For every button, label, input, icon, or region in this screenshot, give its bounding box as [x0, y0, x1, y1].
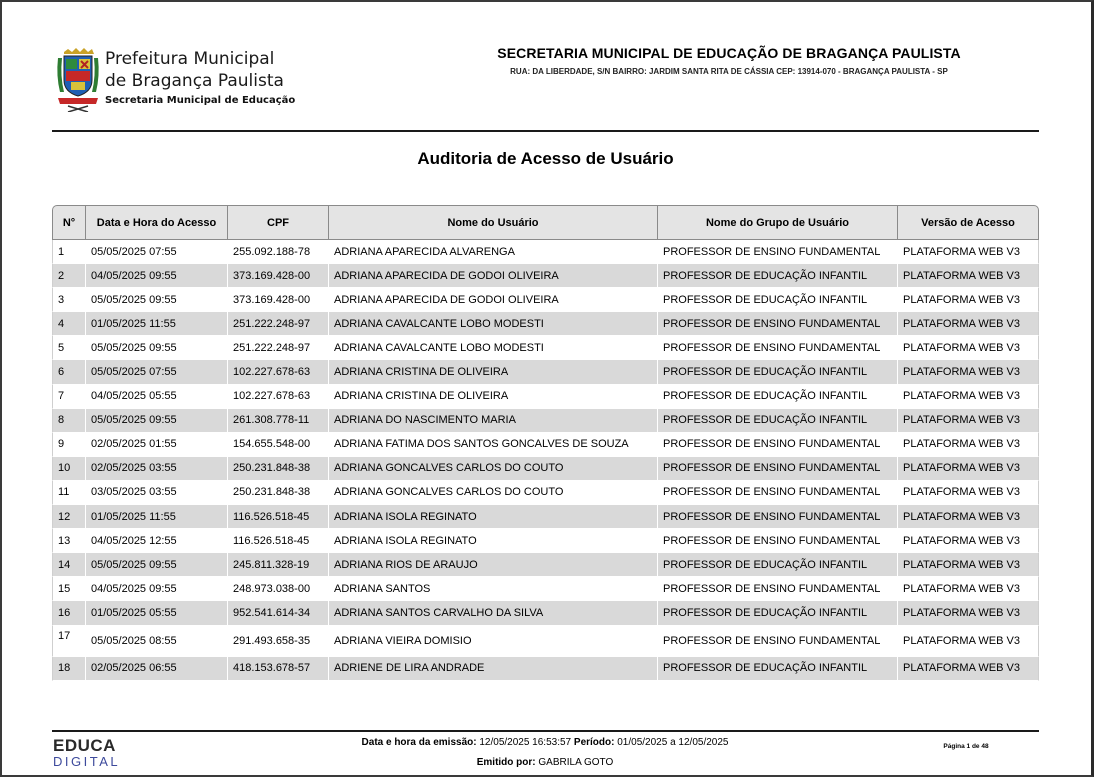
cell-user-name: ADRIANA CRISTINA DE OLIVEIRA [328, 360, 657, 384]
brand-bottom: DIGITAL [53, 754, 121, 769]
cell-user-group: PROFESSOR DE ENSINO FUNDAMENTAL [657, 481, 897, 505]
table-row [52, 553, 1039, 577]
table-row [52, 360, 1039, 384]
cell-datetime: 02/05/2025 03:55 [85, 457, 227, 481]
table-row [52, 385, 1039, 409]
cell-cpf: 250.231.848-38 [227, 481, 328, 505]
cell-number: 15 [52, 577, 85, 601]
column-header-cpf: CPF [227, 205, 328, 240]
report-header [52, 42, 1039, 128]
audit-table [52, 205, 1039, 681]
cell-user-name: ADRIANA RIOS DE ARAUJO [328, 553, 657, 577]
cell-user-group: PROFESSOR DE ENSINO FUNDAMENTAL [657, 336, 897, 360]
cell-number: 14 [52, 553, 85, 577]
cell-user-name: ADRIANA ISOLA REGINATO [328, 529, 657, 553]
cell-cpf: 418.153.678-57 [227, 657, 328, 681]
cell-user-group: PROFESSOR DE ENSINO FUNDAMENTAL [657, 457, 897, 481]
cell-access-version: PLATAFORMA WEB V3 [897, 264, 1039, 288]
table-row [52, 481, 1039, 505]
cell-access-version: PLATAFORMA WEB V3 [897, 385, 1039, 409]
cell-user-group: PROFESSOR DE ENSINO FUNDAMENTAL [657, 433, 897, 457]
cell-cpf: 248.973.038-00 [227, 577, 328, 601]
educa-digital-logo [53, 737, 120, 769]
cell-access-version: PLATAFORMA WEB V3 [897, 529, 1039, 553]
cell-user-group: PROFESSOR DE EDUCAÇÃO INFANTIL [657, 264, 897, 288]
department-block [419, 45, 1039, 76]
cell-user-name: ADRIANA GONCALVES CARLOS DO COUTO [328, 481, 657, 505]
cell-number: 9 [52, 433, 85, 457]
issued-by-value: GABRILA GOTO [538, 757, 614, 768]
cell-number: 10 [52, 457, 85, 481]
cell-access-version: PLATAFORMA WEB V3 [897, 336, 1039, 360]
brand-top: EDUCA [53, 736, 116, 755]
cell-user-group: PROFESSOR DE ENSINO FUNDAMENTAL [657, 240, 897, 264]
cell-user-name: ADRIANA APARECIDA DE GODOI OLIVEIRA [328, 264, 657, 288]
cell-cpf: 102.227.678-63 [227, 360, 328, 384]
emission-label: Data e hora da emissão: [361, 737, 477, 748]
issued-by-line [250, 756, 840, 769]
cell-cpf: 250.231.848-38 [227, 457, 328, 481]
cell-datetime: 01/05/2025 11:55 [85, 505, 227, 529]
cell-cpf: 251.222.248-97 [227, 336, 328, 360]
table-row [52, 312, 1039, 336]
cell-cpf: 952.541.614-34 [227, 601, 328, 625]
table-row [52, 457, 1039, 481]
cell-access-version: PLATAFORMA WEB V3 [897, 240, 1039, 264]
cell-access-version: PLATAFORMA WEB V3 [897, 288, 1039, 312]
cell-datetime: 02/05/2025 06:55 [85, 657, 227, 681]
cell-number: 17 [52, 626, 85, 657]
cell-user-group: PROFESSOR DE EDUCAÇÃO INFANTIL [657, 601, 897, 625]
footer-divider [52, 730, 1039, 732]
cell-user-group: PROFESSOR DE ENSINO FUNDAMENTAL [657, 312, 897, 336]
emission-value: 12/05/2025 16:53:57 [479, 737, 572, 748]
cell-user-group: PROFESSOR DE ENSINO FUNDAMENTAL [657, 626, 897, 657]
cell-number: 6 [52, 360, 85, 384]
cell-cpf: 116.526.518-45 [227, 505, 328, 529]
cell-number: 18 [52, 657, 85, 681]
cell-datetime: 05/05/2025 09:55 [85, 288, 227, 312]
cell-datetime: 04/05/2025 09:55 [85, 264, 227, 288]
coat-of-arms-icon [54, 48, 102, 112]
cell-access-version: PLATAFORMA WEB V3 [897, 433, 1039, 457]
cell-datetime: 03/05/2025 03:55 [85, 481, 227, 505]
cell-access-version: PLATAFORMA WEB V3 [897, 481, 1039, 505]
table-row [52, 240, 1039, 264]
org-department: Secretaria Municipal de Educação [105, 95, 296, 106]
cell-user-group: PROFESSOR DE EDUCAÇÃO INFANTIL [657, 385, 897, 409]
table-row [52, 433, 1039, 457]
cell-user-group: PROFESSOR DE EDUCAÇÃO INFANTIL [657, 409, 897, 433]
cell-user-name: ADRIANA CAVALCANTE LOBO MODESTI [328, 336, 657, 360]
cell-user-name: ADRIANA FATIMA DOS SANTOS GONCALVES DE SOUZA [328, 433, 657, 457]
cell-number: 4 [52, 312, 85, 336]
cell-number: 3 [52, 288, 85, 312]
table-row [52, 601, 1039, 625]
cell-number: 12 [52, 505, 85, 529]
footer-info [250, 736, 840, 769]
cell-user-group: PROFESSOR DE EDUCAÇÃO INFANTIL [657, 360, 897, 384]
cell-number: 13 [52, 529, 85, 553]
cell-access-version: PLATAFORMA WEB V3 [897, 577, 1039, 601]
header-divider [52, 130, 1039, 132]
cell-cpf: 373.169.428-00 [227, 264, 328, 288]
table-row [52, 505, 1039, 529]
cell-number: 1 [52, 240, 85, 264]
cell-datetime: 05/05/2025 09:55 [85, 336, 227, 360]
cell-cpf: 245.811.328-19 [227, 553, 328, 577]
cell-user-group: PROFESSOR DE EDUCAÇÃO INFANTIL [657, 657, 897, 681]
table-row [52, 577, 1039, 601]
emission-line [250, 736, 840, 749]
period-value: 01/05/2025 a 12/05/2025 [617, 737, 729, 748]
cell-user-name: ADRIANA ISOLA REGINATO [328, 505, 657, 529]
cell-access-version: PLATAFORMA WEB V3 [897, 360, 1039, 384]
table-row [52, 657, 1039, 681]
cell-datetime: 04/05/2025 05:55 [85, 385, 227, 409]
table-row [52, 264, 1039, 288]
cell-access-version: PLATAFORMA WEB V3 [897, 553, 1039, 577]
cell-user-group: PROFESSOR DE ENSINO FUNDAMENTAL [657, 529, 897, 553]
cell-datetime: 05/05/2025 08:55 [85, 626, 227, 657]
column-header-user-group: Nome do Grupo de Usuário [657, 205, 897, 240]
cell-number: 5 [52, 336, 85, 360]
cell-user-name: ADRIANA DO NASCIMENTO MARIA [328, 409, 657, 433]
cell-number: 2 [52, 264, 85, 288]
cell-access-version: PLATAFORMA WEB V3 [897, 626, 1039, 657]
cell-access-version: PLATAFORMA WEB V3 [897, 657, 1039, 681]
cell-user-name: ADRIANA SANTOS CARVALHO DA SILVA [328, 601, 657, 625]
cell-datetime: 04/05/2025 12:55 [85, 529, 227, 553]
department-title: SECRETARIA MUNICIPAL DE EDUCAÇÃO DE BRAGANÇA PAULISTA [497, 45, 961, 61]
cell-user-group: PROFESSOR DE ENSINO FUNDAMENTAL [657, 577, 897, 601]
table-row [52, 288, 1039, 312]
org-name-line1: Prefeitura Municipal [105, 49, 275, 69]
table-row [52, 336, 1039, 360]
cell-datetime: 01/05/2025 05:55 [85, 601, 227, 625]
cell-user-name: ADRIANA GONCALVES CARLOS DO COUTO [328, 457, 657, 481]
cell-cpf: 291.493.658-35 [227, 626, 328, 657]
table-row [52, 626, 1039, 657]
cell-user-group: PROFESSOR DE ENSINO FUNDAMENTAL [657, 505, 897, 529]
cell-user-name: ADRIANA CRISTINA DE OLIVEIRA [328, 385, 657, 409]
cell-datetime: 04/05/2025 09:55 [85, 577, 227, 601]
report-title: Auditoria de Acesso de Usuário [417, 149, 674, 168]
cell-user-name: ADRIANA SANTOS [328, 577, 657, 601]
cell-user-name: ADRIANA APARECIDA ALVARENGA [328, 240, 657, 264]
cell-user-group: PROFESSOR DE EDUCAÇÃO INFANTIL [657, 553, 897, 577]
cell-cpf: 154.655.548-00 [227, 433, 328, 457]
cell-cpf: 261.308.778-11 [227, 409, 328, 433]
cell-datetime: 05/05/2025 07:55 [85, 240, 227, 264]
cell-datetime: 05/05/2025 07:55 [85, 360, 227, 384]
column-header-access-version: Versão de Acesso [897, 205, 1039, 240]
cell-number: 11 [52, 481, 85, 505]
cell-user-group: PROFESSOR DE EDUCAÇÃO INFANTIL [657, 288, 897, 312]
cell-cpf: 255.092.188-78 [227, 240, 328, 264]
table-header-row [52, 205, 1039, 240]
table-row [52, 529, 1039, 553]
cell-datetime: 01/05/2025 11:55 [85, 312, 227, 336]
cell-user-name: ADRIANA APARECIDA DE GODOI OLIVEIRA [328, 288, 657, 312]
cell-datetime: 02/05/2025 01:55 [85, 433, 227, 457]
cell-access-version: PLATAFORMA WEB V3 [897, 601, 1039, 625]
page-number: Página 1 de 48 [943, 743, 989, 750]
department-address: RUA: DA LIBERDADE, S/N BAIRRO: JARDIM SANTA RITA DE CÁSSIA CEP: 13914-070 - BRAGANÇA PAULISTA - SP [510, 67, 948, 76]
cell-cpf: 102.227.678-63 [227, 385, 328, 409]
cell-access-version: PLATAFORMA WEB V3 [897, 312, 1039, 336]
cell-cpf: 373.169.428-00 [227, 288, 328, 312]
cell-datetime: 05/05/2025 09:55 [85, 553, 227, 577]
cell-number: 8 [52, 409, 85, 433]
cell-user-name: ADRIANA VIEIRA DOMISIO [328, 626, 657, 657]
column-header-datetime: Data e Hora do Acesso [85, 205, 227, 240]
cell-cpf: 116.526.518-45 [227, 529, 328, 553]
issued-by-label: Emitido por: [476, 757, 536, 768]
cell-access-version: PLATAFORMA WEB V3 [897, 409, 1039, 433]
column-header-number: N° [52, 205, 85, 240]
cell-cpf: 251.222.248-97 [227, 312, 328, 336]
org-name-line2: de Bragança Paulista [105, 71, 284, 91]
cell-user-name: ADRIENE DE LIRA ANDRADE [328, 657, 657, 681]
cell-number: 7 [52, 385, 85, 409]
period-label: Período: [573, 737, 615, 748]
cell-access-version: PLATAFORMA WEB V3 [897, 457, 1039, 481]
cell-access-version: PLATAFORMA WEB V3 [897, 505, 1039, 529]
column-header-user-name: Nome do Usuário [328, 205, 657, 240]
cell-datetime: 05/05/2025 09:55 [85, 409, 227, 433]
organization-block [105, 48, 295, 106]
cell-user-name: ADRIANA CAVALCANTE LOBO MODESTI [328, 312, 657, 336]
cell-number: 16 [52, 601, 85, 625]
table-row [52, 409, 1039, 433]
audit-table-container [52, 205, 1039, 681]
